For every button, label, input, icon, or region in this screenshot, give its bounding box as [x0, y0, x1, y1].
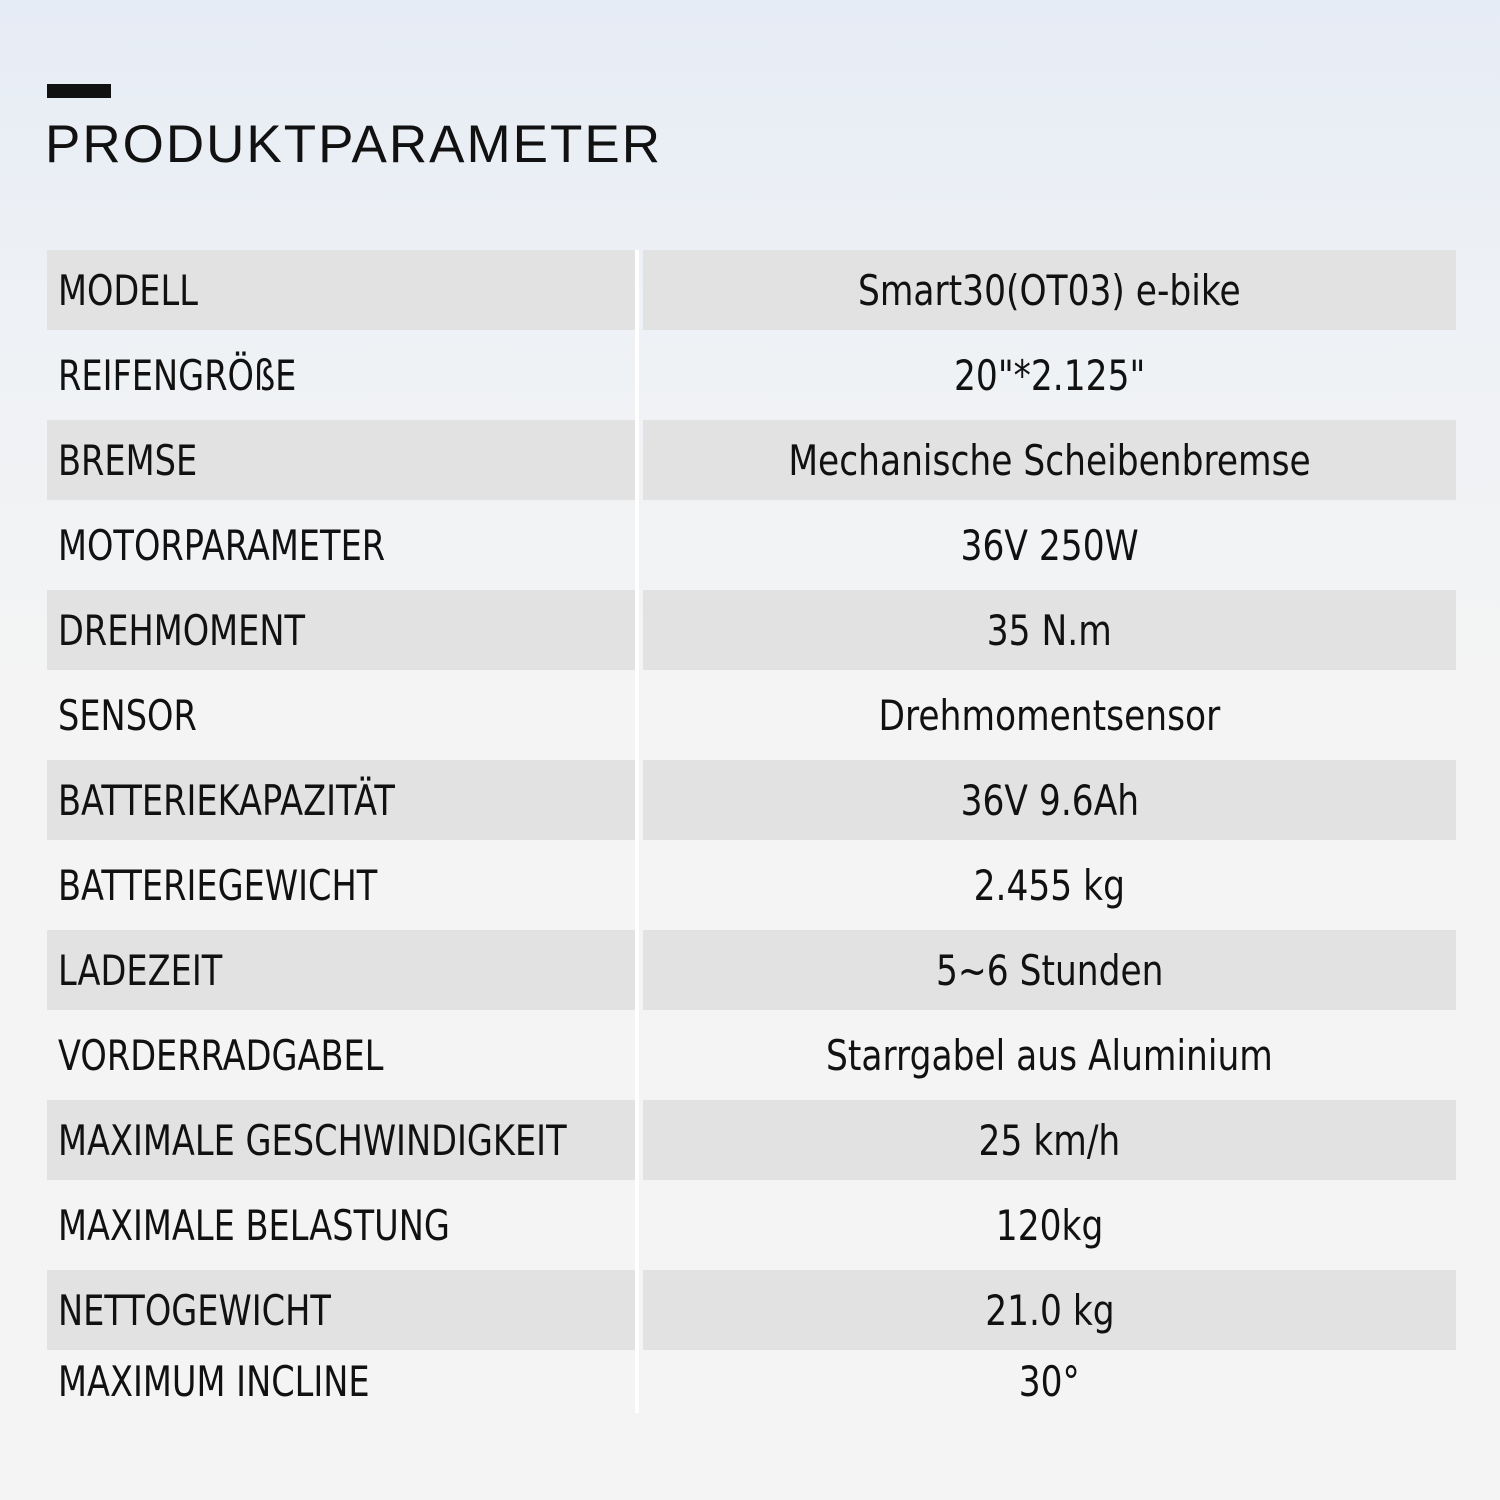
spec-value-cell [643, 1010, 1456, 1100]
spec-row-bremse [47, 420, 1456, 500]
column-divider [635, 250, 639, 1413]
spec-row-batteriegewicht [47, 840, 1456, 930]
title-accent-bar [47, 84, 111, 98]
spec-value-cell [643, 1350, 1456, 1413]
spec-value-cell [643, 760, 1456, 840]
spec-label-cell [47, 590, 636, 670]
spec-label-cell [47, 930, 636, 1010]
spec-label: VORDERRADGABEL [58, 1030, 384, 1080]
spec-value: 120kg [995, 1200, 1104, 1250]
spec-value: 5~6 Stunden [935, 945, 1164, 995]
spec-value: 25 km/h [978, 1115, 1121, 1165]
spec-label-cell [47, 1180, 636, 1270]
spec-label-cell [47, 250, 636, 330]
spec-row-motorparameter [47, 500, 1456, 590]
spec-value: 35 N.m [986, 605, 1113, 655]
spec-row-ladezeit [47, 930, 1456, 1010]
spec-value-cell [643, 930, 1456, 1010]
spec-row-drehmoment [47, 590, 1456, 670]
spec-label-cell [47, 500, 636, 590]
spec-label: MODELL [58, 265, 198, 315]
spec-label-cell [47, 1010, 636, 1100]
spec-row-maximum-incline [47, 1350, 1456, 1413]
spec-value: 2.455 kg [973, 860, 1126, 910]
spec-value: 20"*2.125" [953, 350, 1146, 400]
spec-row-max-geschwindigkeit [47, 1100, 1456, 1180]
spec-row-vorderradgabel [47, 1010, 1456, 1100]
spec-label: SENSOR [58, 690, 197, 740]
spec-label-cell [47, 670, 636, 760]
spec-value-cell [643, 670, 1456, 760]
spec-value-cell [643, 1180, 1456, 1270]
spec-row-modell [47, 250, 1456, 330]
spec-value-cell [643, 500, 1456, 590]
spec-value-cell [643, 1270, 1456, 1350]
spec-value-cell [643, 330, 1456, 420]
spec-label: MAXIMALE GESCHWINDIGKEIT [58, 1115, 567, 1165]
spec-value: 21.0 kg [984, 1285, 1115, 1335]
spec-label: MAXIMALE BELASTUNG [58, 1200, 450, 1250]
spec-label-cell [47, 420, 636, 500]
spec-label: LADEZEIT [58, 945, 223, 995]
spec-value: Mechanische Scheibenbremse [788, 435, 1311, 485]
spec-label: BREMSE [58, 435, 198, 485]
spec-value-cell [643, 1100, 1456, 1180]
spec-value-cell [643, 420, 1456, 500]
spec-value: Smart30(OT03) e-bike [858, 265, 1241, 315]
spec-label: DREHMOMENT [58, 605, 306, 655]
page-title: PRODUKTPARAMETER [45, 115, 663, 174]
spec-value: 36V 250W [960, 520, 1139, 570]
spec-value-cell [643, 590, 1456, 670]
spec-label: BATTERIEKAPAZITÄT [58, 775, 395, 825]
spec-row-batteriekapazitaet [47, 760, 1456, 840]
spec-label-cell [47, 1270, 636, 1350]
spec-label-cell [47, 760, 636, 840]
spec-label-cell [47, 1350, 636, 1413]
spec-value: Starrgabel aus Aluminium [826, 1030, 1273, 1080]
spec-label-cell [47, 840, 636, 930]
spec-row-nettogewicht [47, 1270, 1456, 1350]
spec-value-cell [643, 840, 1456, 930]
spec-label-cell [47, 330, 636, 420]
spec-label-cell [47, 1100, 636, 1180]
spec-label: MOTORPARAMETER [58, 520, 386, 570]
spec-label: REIFENGRÖßE [58, 350, 297, 400]
spec-row-sensor [47, 670, 1456, 760]
spec-value: 30° [1018, 1357, 1081, 1406]
spec-row-reifengroesse [47, 330, 1456, 420]
spec-row-max-belastung [47, 1180, 1456, 1270]
spec-value: Drehmomentsensor [878, 690, 1221, 740]
spec-value-cell [643, 250, 1456, 330]
spec-label: MAXIMUM INCLINE [58, 1357, 370, 1406]
spec-value: 36V 9.6Ah [960, 775, 1139, 825]
spec-label: BATTERIEGEWICHT [58, 860, 378, 910]
spec-label: NETTOGEWICHT [58, 1285, 331, 1335]
